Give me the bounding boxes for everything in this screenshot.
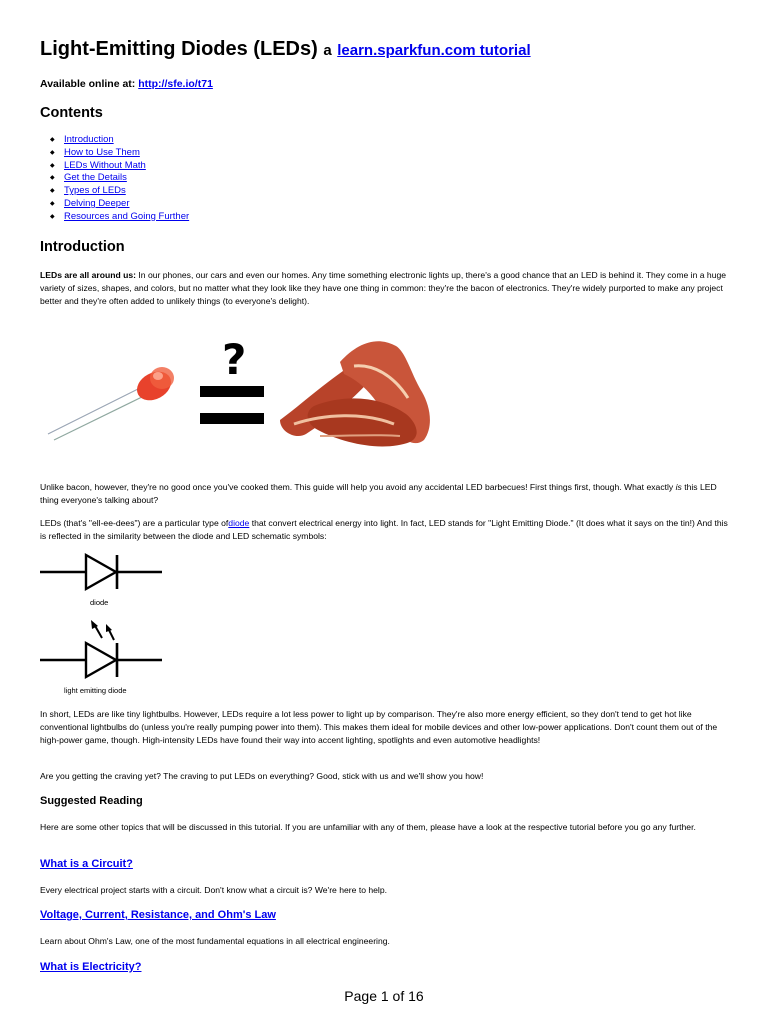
toc-link-resources[interactable]: Resources and Going Further — [64, 210, 190, 222]
intro-paragraph-2 — [40, 481, 730, 507]
diode-schematic — [40, 552, 170, 610]
toc-link-details[interactable]: Get the Details — [64, 172, 127, 184]
intro-paragraph-5: Are you getting the craving yet? The craving to put LEDs on everything? Good, stick with us and we'll show you how! — [40, 771, 484, 781]
tutorial-link[interactable]: learn.sparkfun.com tutorial — [337, 42, 531, 59]
led-equals-bacon-illustration — [44, 336, 444, 454]
reading-link-electricity[interactable]: What is Electricity? — [40, 961, 142, 973]
toc-link-how-to-use[interactable]: How to Use Them — [64, 146, 140, 158]
available-online — [40, 78, 213, 90]
toc-item — [50, 160, 189, 173]
contents-heading: Contents — [40, 105, 103, 121]
intro-paragraph-1 — [40, 269, 730, 307]
reading-desc-ohms-law: Learn about Ohm's Law, one of the most fundamental equations in all electrical engineering. — [40, 936, 390, 946]
p2-before: Unlike bacon, however, they're no good once you've cooked them. This guide will help you avoid any accidental LED barbecues! First things first, though. What exactly — [40, 482, 676, 492]
intro-lead: LEDs are all around us: — [40, 270, 136, 280]
diode-link[interactable]: diode — [228, 518, 250, 528]
toc-item — [50, 147, 189, 160]
intro-text: In our phones, our cars and even our homes. Any time something electronic lights up, there's a good chance that an LED is behind it. They come in a huge variety of sizes, shapes, and colors, but no matter what they look like they have one thing in common: they're the bacon of electronics. They're widely purported to make any project better and they're often added to unlikely things (to everyone's delight). — [40, 270, 727, 306]
p2-italic: is — [675, 482, 682, 492]
page-title — [40, 38, 531, 61]
available-label: Available online at: — [40, 78, 136, 90]
suggested-reading-heading: Suggested Reading — [40, 795, 143, 807]
toc-item — [50, 198, 189, 211]
suggested-reading-intro: Here are some other topics that will be discussed in this tutorial. If you are unfamiliar with any of them, please have a look at the respective tutorial before you go any further. — [40, 822, 696, 832]
toc-item — [50, 211, 189, 224]
toc-item — [50, 134, 189, 147]
intro-paragraph-4: In short, LEDs are like tiny lightbulbs. However, LEDs require a lot less power to light up by comparison. They're also more energy efficient, so they don't tend to get hot like conventional lightbulbs do (unless you're really pumping power into them). This makes them ideal for mobile devices and other low-power applications. Don't count them out of the high-power game, though. High-intensity LEDs have found their way into accent lighting, spotlights and even automotive headlights! — [40, 709, 718, 745]
p3-before: LEDs (that's "ell-ee-dees") are a particular type of — [40, 518, 229, 528]
short-url-link[interactable]: http://sfe.io/t71 — [138, 78, 213, 90]
reading-link-circuit[interactable]: What is a Circuit? — [40, 858, 133, 870]
p2-after: this LED thing everyone's talking about? — [40, 482, 717, 505]
reading-desc-circuit: Every electrical project starts with a circuit. Don't know what a circuit is? We're here to help. — [40, 885, 388, 895]
reading-link-ohms-law[interactable]: Voltage, Current, Resistance, and Ohm's Law — [40, 909, 276, 921]
question-mark: ? — [222, 336, 247, 384]
led-label: light emitting diode — [64, 686, 127, 695]
title-connector: a — [323, 42, 332, 59]
red-led-image — [48, 366, 176, 440]
toc-link-types[interactable]: Types of LEDs — [64, 185, 126, 197]
title-main: Light-Emitting Diodes (LEDs) — [40, 38, 318, 60]
introduction-heading: Introduction — [40, 239, 125, 255]
toc-link-without-math[interactable]: LEDs Without Math — [64, 159, 146, 171]
intro-paragraph-3 — [40, 517, 730, 543]
toc-link-introduction[interactable]: Introduction — [64, 134, 114, 145]
toc-item — [50, 172, 189, 185]
bacon-image — [280, 341, 430, 446]
diode-label: diode — [90, 598, 109, 607]
question-equals-sign — [200, 336, 264, 424]
led-schematic — [40, 616, 170, 698]
p3-after: that convert electrical energy into light. In fact, LED stands for "Light Emitting Diode." (It does what it says on the tin!) And this is reflected in the similarity between the diode and LED schematic symbols: — [40, 518, 728, 541]
toc-link-delving[interactable]: Delving Deeper — [64, 197, 130, 209]
toc-item — [50, 185, 189, 198]
page-number: Page 1 of 16 — [344, 988, 424, 1004]
table-of-contents — [50, 134, 189, 224]
